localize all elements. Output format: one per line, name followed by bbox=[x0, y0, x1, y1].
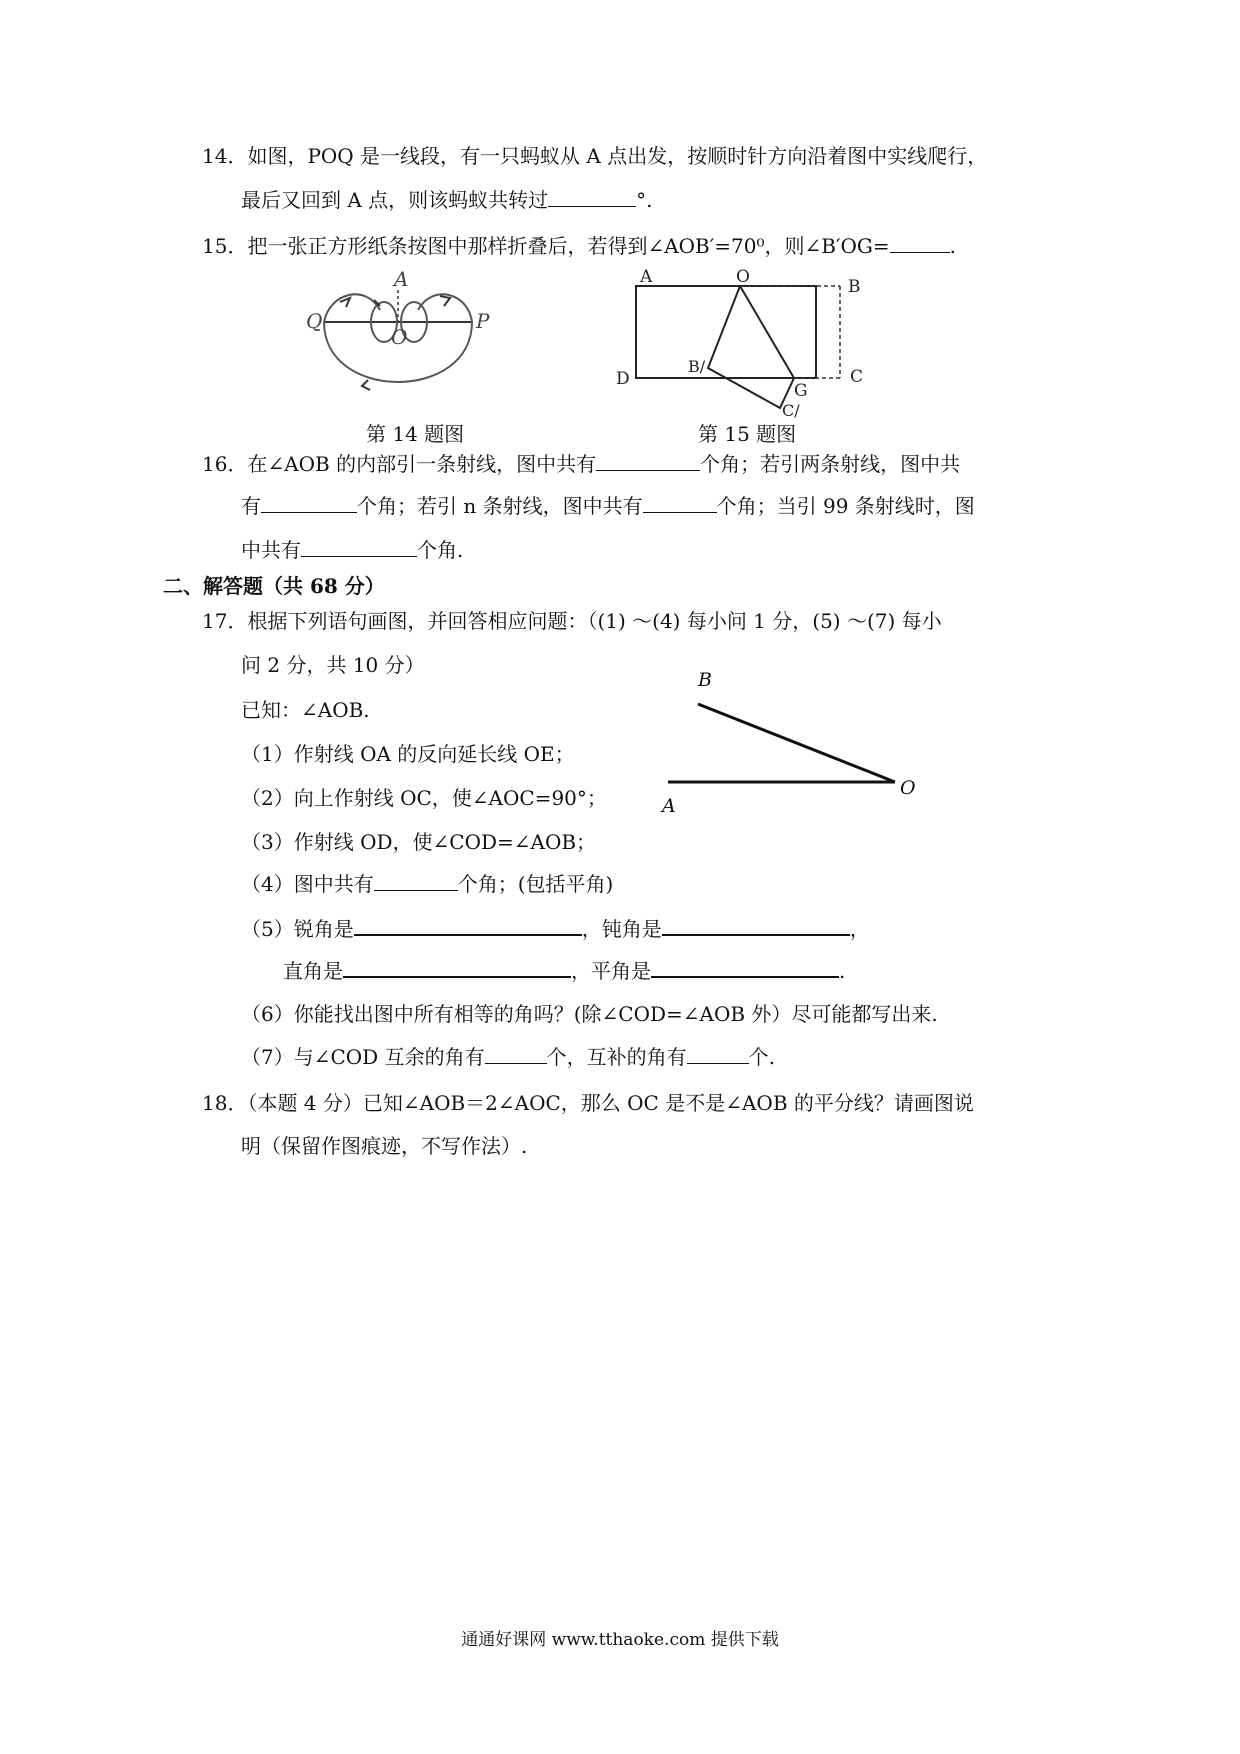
q17-step1: （1）作射线 OA 的反向延长线 OE； bbox=[241, 742, 575, 766]
q17-s5-text-c: ， bbox=[849, 917, 870, 941]
q16-text-b: 个角；若引两条射线，图中共 bbox=[700, 452, 961, 476]
label-p: P bbox=[476, 309, 490, 333]
q16-blank-4 bbox=[301, 536, 417, 557]
label-c-prime: C/ bbox=[782, 401, 800, 420]
figure-14 bbox=[300, 262, 510, 412]
section-heading: 二、解答题（共 68 分） bbox=[163, 574, 385, 598]
q14-line1: 14．如图，POQ 是一线段，有一只蚂蚁从 A 点出发，按顺时针方向沿着图中实线爬行， bbox=[202, 144, 988, 168]
q17-step4 bbox=[241, 870, 613, 898]
q17-step6: （6）你能找出图中所有相等的角吗？(除∠COD=∠AOB 外）尽可能都写出来. bbox=[241, 1002, 938, 1026]
q17-s4-text-b: 个角；(包括平角) bbox=[457, 872, 614, 896]
q14-text-b: °. bbox=[636, 188, 653, 212]
q17-s5-text-d: 直角是 bbox=[283, 959, 343, 983]
arrow-right bbox=[440, 296, 450, 306]
q16-blank-3 bbox=[643, 492, 717, 513]
figure-15 bbox=[612, 264, 882, 424]
label-b: B bbox=[848, 277, 861, 297]
q17-s5-text-a: （5）锐角是 bbox=[241, 917, 354, 941]
q14-line2 bbox=[241, 186, 653, 214]
arrow-left bbox=[340, 298, 350, 307]
label-a: A bbox=[394, 267, 409, 291]
footer-credit: 通通好课网 www.tthaoke.com 提供下载 bbox=[461, 1630, 779, 1650]
label-o: O bbox=[736, 267, 750, 287]
q15-text-a: 15．把一张正方形纸条按图中那样折叠后，若得到∠AOB′=70⁰，则∠B′OG= bbox=[202, 234, 890, 258]
q17-given: 已知：∠AOB. bbox=[241, 698, 370, 722]
q16-text-a: 16．在∠AOB 的内部引一条射线，图中共有 bbox=[202, 452, 597, 476]
q17-s7-text-c: 个. bbox=[748, 1045, 775, 1069]
label-o: O bbox=[900, 777, 916, 799]
q17-acute-blank bbox=[354, 914, 582, 936]
label-a: A bbox=[640, 267, 653, 287]
fig15-caption: 第 15 题图 bbox=[698, 422, 797, 446]
q17-step5-line2 bbox=[283, 956, 845, 985]
label-c: C bbox=[850, 367, 864, 387]
q17-s5-text-b: ，钝角是 bbox=[581, 917, 662, 941]
figure-17 bbox=[650, 664, 930, 824]
q17-straight-blank bbox=[651, 956, 839, 978]
fig14-caption: 第 14 题图 bbox=[366, 422, 465, 446]
q17-obtuse-blank bbox=[662, 914, 850, 936]
q16-line2 bbox=[241, 492, 975, 520]
q17-s7-blank-2 bbox=[687, 1043, 749, 1064]
label-b-prime: B/ bbox=[688, 357, 706, 376]
q14-answer-blank bbox=[548, 186, 636, 207]
q17-step7 bbox=[241, 1043, 775, 1071]
q17-step5-line1 bbox=[241, 914, 870, 943]
q16-text-e: 个角；当引 99 条射线时，图 bbox=[716, 494, 975, 518]
q15-line1 bbox=[202, 232, 956, 260]
q18-line1: 18．（本题 4 分）已知∠AOB＝2∠AOC，那么 OC 是不是∠AOB 的平分线？请画图说 bbox=[202, 1091, 974, 1115]
q17-s4-blank bbox=[374, 870, 458, 891]
label-b: B bbox=[698, 669, 712, 691]
q17-s7-blank-1 bbox=[485, 1043, 547, 1064]
ray-ob bbox=[698, 704, 895, 782]
label-g: G bbox=[794, 381, 808, 401]
q15-text-b: . bbox=[949, 234, 956, 258]
q16-blank-1 bbox=[596, 450, 700, 471]
q17-s5-text-e: ，平角是 bbox=[571, 959, 651, 983]
strip-left-part bbox=[636, 286, 816, 378]
q16-text-f: 中共有 bbox=[241, 538, 301, 562]
q16-line3 bbox=[241, 536, 463, 564]
label-q: Q bbox=[306, 309, 323, 333]
q18-line2: 明（保留作图痕迹，不写作法）. bbox=[241, 1134, 528, 1158]
q16-blank-2 bbox=[261, 492, 357, 513]
q16-text-g: 个角. bbox=[417, 538, 464, 562]
q14-text-a: 最后又回到 A 点，则该蚂蚁共转过 bbox=[241, 188, 549, 212]
q17-right-blank bbox=[343, 956, 571, 978]
q16-text-c: 有 bbox=[241, 494, 261, 518]
q17-step3: （3）作射线 OD，使∠COD=∠AOB； bbox=[241, 830, 597, 854]
q17-s4-text-a: （4）图中共有 bbox=[241, 872, 374, 896]
label-d: D bbox=[616, 369, 630, 389]
label-a: A bbox=[662, 795, 676, 817]
q17-line1: 17．根据下列语句画图，并回答相应问题：（(1) ～(4) 每小问 1 分，(5) ～(7) 每小 bbox=[202, 609, 942, 633]
q17-s7-text-b: 个，互补的角有 bbox=[546, 1045, 687, 1069]
arrow-bottom bbox=[362, 380, 370, 390]
label-o: O bbox=[391, 325, 408, 349]
q17-s7-text-a: （7）与∠COD 互余的角有 bbox=[241, 1045, 485, 1069]
q17-step2: （2）向上作射线 OC，使∠AOC=90°； bbox=[241, 786, 607, 810]
q16-text-d: 个角；若引 n 条射线，图中共有 bbox=[357, 494, 643, 518]
q17-s5-text-f: . bbox=[839, 959, 846, 983]
q17-line2: 问 2 分，共 10 分） bbox=[241, 653, 425, 677]
q16-line1 bbox=[202, 450, 960, 478]
q15-answer-blank bbox=[890, 232, 950, 253]
fold-line-og bbox=[740, 286, 794, 378]
